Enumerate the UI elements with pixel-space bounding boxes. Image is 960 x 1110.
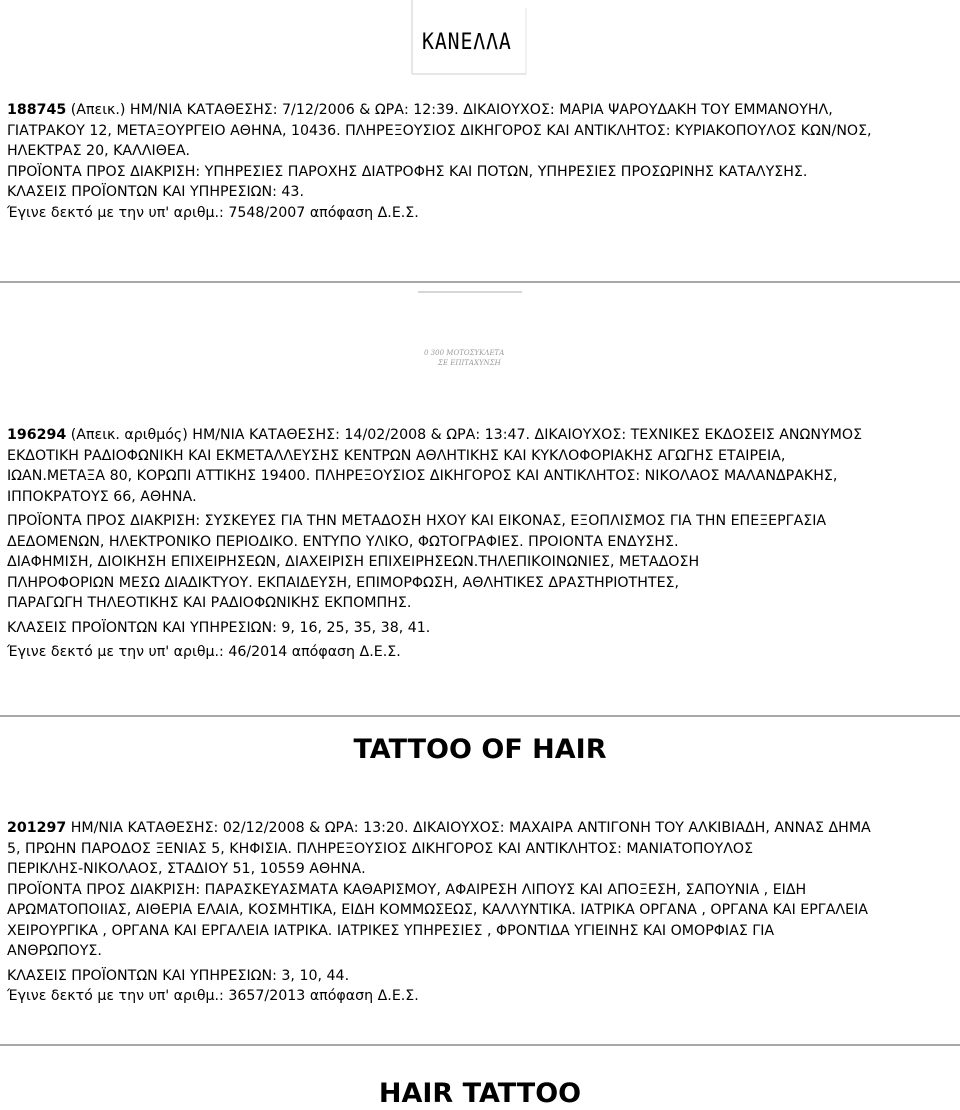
record-line: ΑΡΩΜΑΤΟΠΟΙΙΑΣ, ΑΙΘΕΡΙΑ ΕΛΑΙΑ, ΚΟΣΜΗΤΙΚΑ, ΕΙΔΗ ΚΟΜΜΩΣΕΩΣ, ΚΑΛΛΥΝΤΙΚΑ. ΙΑΤΡΙΚΑ ΟΡΓΑΝΑ , ΟΡΓΑΝΑ ΚΑΙ ΕΡΓΑΛΕΙΑ — [7, 902, 868, 918]
record-line: ΓΙΑΤΡΑΚΟΥ 12, ΜΕΤΑΞΟΥΡΓΕΙΟ ΑΘΗΝΑ, 10436. ΠΛΗΡΕΞΟΥΣΙΟΣ ΔΙΚΗΓΟΡΟΣ ΚΑΙ ΑΝΤΙΚΛΗΤΟΣ: ΚΥΡΙΑΚΟΠΟΥΛΟΣ ΚΩΝ/ΝΟΣ, — [7, 122, 872, 139]
record-line: ΧΕΙΡΟΥΡΓΙΚΑ , ΟΡΓΑΝΑ ΚΑΙ ΕΡΓΑΛΕΙΑ ΙΑΤΡΙΚΑ. ΙΑΤΡΙΚΕΣ ΥΠΗΡΕΣΙΕΣ , ΦΡΟΝΤΙΔΑ ΥΓΙΕΙΝΗΣ ΚΑΙ ΟΜΟΡΦΙΑΣ ΓΙΑ — [7, 922, 775, 939]
record-line: ΠΛΗΡΟΦΟΡΙΩΝ ΜΕΣΩ ΔΙΑΔΙΚΤΥΟΥ. ΕΚΠΑΙΔΕΥΣΗ, ΕΠΙΜΟΡΦΩΣΗ, ΑΘΛΗΤΙΚΕΣ ΔΡΑΣΤΗΡΙΟΤΗΤΕΣ, — [7, 574, 680, 591]
record-line: ΚΛΑΣΕΙΣ ΠΡΟΪΟΝΤΩΝ ΚΑΙ ΥΠΗΡΕΣΙΩΝ: 3, 10, 44. — [7, 967, 350, 984]
record-line: 5, ΠΡΩΗΝ ΠΑΡΟΔΟΣ ΞΕΝΙΑΣ 5, ΚΗΦΙΣΙΑ. ΠΛΗΡΕΞΟΥΣΙΟΣ ΔΙΚΗΓΟΡΟΣ ΚΑΙ ΑΝΤΙΚΛΗΤΟΣ: ΜΑΝΙΑΤΟΠΟΥΛΟΣ — [7, 840, 754, 857]
record-line: ΠΑΡΑΓΩΓΗ ΤΗΛΕΟΤΙΚΗΣ ΚΑΙ ΡΑΔΙΟΦΩΝΙΚΗΣ ΕΚΠΟΜΠΗΣ. — [7, 595, 412, 611]
record-number: 196294 — [7, 427, 67, 443]
record-line: ΑΝΘΡΩΠΟΥΣ. — [7, 943, 102, 959]
record-196294 — [7, 425, 953, 663]
record-line: ΚΛΑΣΕΙΣ ΠΡΟΪΟΝΤΩΝ ΚΑΙ ΥΠΗΡΕΣΙΩΝ: 43. — [7, 184, 304, 200]
record-line: ΙΠΠΟΚΡΑΤΟΥΣ 66, ΑΘΗΝΑ. — [7, 488, 197, 505]
record-line: ΗΛΕΚΤΡΑΣ 20, ΚΑΛΛΙΘΕΑ. — [7, 143, 191, 159]
record-line: 188745 (Απεικ.) ΗΜ/ΝΙΑ ΚΑΤΑΘΕΣΗΣ: 7/12/2006 & ΩΡΑ: 12:39. ΔΙΚΑΙΟΥΧΟΣ: ΜΑΡΙΑ ΨΑΡΟΥΔΑΚΗ ΤΟΥ ΕΜΜΑΝΟΥΗΛ, — [7, 102, 833, 118]
logo-caption: 0 300 ΜΟΤΟΣΥΚΛΕΤΑ ΣΕ ΕΠΙΤΑΧΥΝΣΗ — [424, 349, 505, 367]
record-line: 196294 (Απεικ. αριθμός) ΗΜ/ΝΙΑ ΚΑΤΑΘΕΣΗΣ: 14/02/2008 & ΩΡΑ: 13:47. ΔΙΚΑΙΟΥΧΟΣ: ΤΕΧΝΙΚΕΣ ΕΚΔΟΣΕΙΣ ΑΝΩΝΥΜΟΣ — [7, 427, 863, 443]
trademark-logo-kanella — [410, 0, 528, 78]
record-line: ΠΡΟΪΟΝΤΑ ΠΡΟΣ ΔΙΑΚΡΙΣΗ: ΣΥΣΚΕΥΕΣ ΓΙΑ ΤΗΝ ΜΕΤΑΔΟΣΗ ΗΧΟΥ ΚΑΙ ΕΙΚΟΝΑΣ, ΕΞΟΠΛΙΣΜΟΣ ΓΙΑ ΤΗΝ ΕΠΕΞΕΡΓΑΣΙΑ — [7, 513, 827, 529]
separator-line — [0, 715, 960, 717]
record-line: ΠΡΟΪΟΝΤΑ ΠΡΟΣ ΔΙΑΚΡΙΣΗ: ΥΠΗΡΕΣΙΕΣ ΠΑΡΟΧΗΣ ΔΙΑΤΡΟΦΗΣ ΚΑΙ ΠΟΤΩΝ, ΥΠΗΡΕΣΙΕΣ ΠΡΟΣΩΡΙΝΗΣ ΚΑΤΑΛΥΣΗΣ. — [7, 163, 808, 180]
record-line: Έγινε δεκτό με την υπ' αριθμ.: 46/2014 απόφαση Δ.Ε.Σ. — [7, 644, 401, 660]
record-number: 188745 — [7, 102, 67, 118]
record-line: 201297 ΗΜ/ΝΙΑ ΚΑΤΑΘΕΣΗΣ: 02/12/2008 & ΩΡΑ: 13:20. ΔΙΚΑΙΟΥΧΟΣ: ΜΑΧΑΙΡΑ ΑΝΤΙΓΟΝΗ ΤΟΥ ΑΛΚΙΒΙΑΔΗ, ΑΝΝΑΣ ΔΗΜΑ — [7, 820, 871, 836]
logo-wordmark: KANEΛΛA — [422, 30, 512, 55]
record-line: ΠΕΡΙΚΛΗΣ-ΝΙΚΟΛΑΟΣ, ΣΤΑΔΙΟΥ 51, 10559 ΑΘΗΝΑ. — [7, 861, 366, 877]
record-line: ΚΛΑΣΕΙΣ ΠΡΟΪΟΝΤΩΝ ΚΑΙ ΥΠΗΡΕΣΙΩΝ: 9, 16, 25, 35, 38, 41. — [7, 619, 431, 636]
record-line: ΠΡΟΪΟΝΤΑ ΠΡΟΣ ΔΙΑΚΡΙΣΗ: ΠΑΡΑΣΚΕΥΑΣΜΑΤΑ ΚΑΘΑΡΙΣΜΟΥ, ΑΦΑΙΡΕΣΗ ΛΙΠΟΥΣ ΚΑΙ ΑΠΟΞΕΣΗ, ΣΑΠΟΥΝΙΑ , ΕΙΔΗ — [7, 881, 807, 898]
trademark-word-mark: HAIR TATTOO — [378, 1078, 582, 1109]
record-line: ΕΚΔΟΤΙΚΗ ΡΑΔΙΟΦΩΝΙΚΗ ΚΑΙ ΕΚΜΕΤΑΛΛΕΥΣΗΣ ΚΕΝΤΡΩΝ ΑΘΛΗΤΙΚΗΣ ΚΑΙ ΚΥΚΛΟΦΟΡΙΑΚΗΣ ΑΓΩΓΗΣ ΕΤΑΙΡΕΙΑ, — [7, 447, 786, 464]
record-201297 — [7, 818, 953, 1007]
separator-line — [0, 281, 960, 283]
record-line: Έγινε δεκτό με την υπ' αριθμ.: 3657/2013 απόφαση Δ.Ε.Σ. — [7, 988, 419, 1004]
record-line: ΙΩΑΝ.ΜΕΤΑΞΑ 80, ΚΟΡΩΠΙ ΑΤΤΙΚΗΣ 19400. ΠΛΗΡΕΞΟΥΣΙΟΣ ΔΙΚΗΓΟΡΟΣ ΚΑΙ ΑΝΤΙΚΛΗΤΟΣ: ΝΙΚΟΛΑΟΣ ΜΑΛΑΝΔΡΑΚΗΣ, — [7, 468, 838, 484]
record-line: ΔΕΔΟΜΕΝΩΝ, ΗΛΕΚΤΡΟΝΙΚΟ ΠΕΡΙΟΔΙΚΟ. ΕΝΤΥΠΟ ΥΛΙΚΟ, ΦΩΤΟΓΡΑΦΙΕΣ. ΠΡΟΙΟΝΤΑ ΕΝΔΥΣΗΣ. — [7, 533, 679, 550]
record-line: ΔΙΑΦΗΜΙΣΗ, ΔΙΟΙΚΗΣΗ ΕΠΙΧΕΙΡΗΣΕΩΝ, ΔΙΑΧΕΙΡΙΣΗ ΕΠΙΧΕΙΡΗΣΕΩΝ.ΤΗΛΕΠΙΚΟΙΝΩΝΙΕΣ, ΜΕΤΑΔΟΣΗ — [7, 554, 700, 570]
separator-line — [0, 1044, 960, 1046]
trademark-word-mark: TATTOO OF HAIR — [353, 734, 607, 765]
logo-mark — [412, 286, 552, 386]
trademark-logo-motorcycle — [412, 286, 552, 386]
record-line: Έγινε δεκτό με την υπ' αριθμ.: 7548/2007 απόφαση Δ.Ε.Σ. — [7, 204, 419, 221]
record-number: 201297 — [7, 820, 67, 836]
record-188745 — [7, 100, 953, 223]
